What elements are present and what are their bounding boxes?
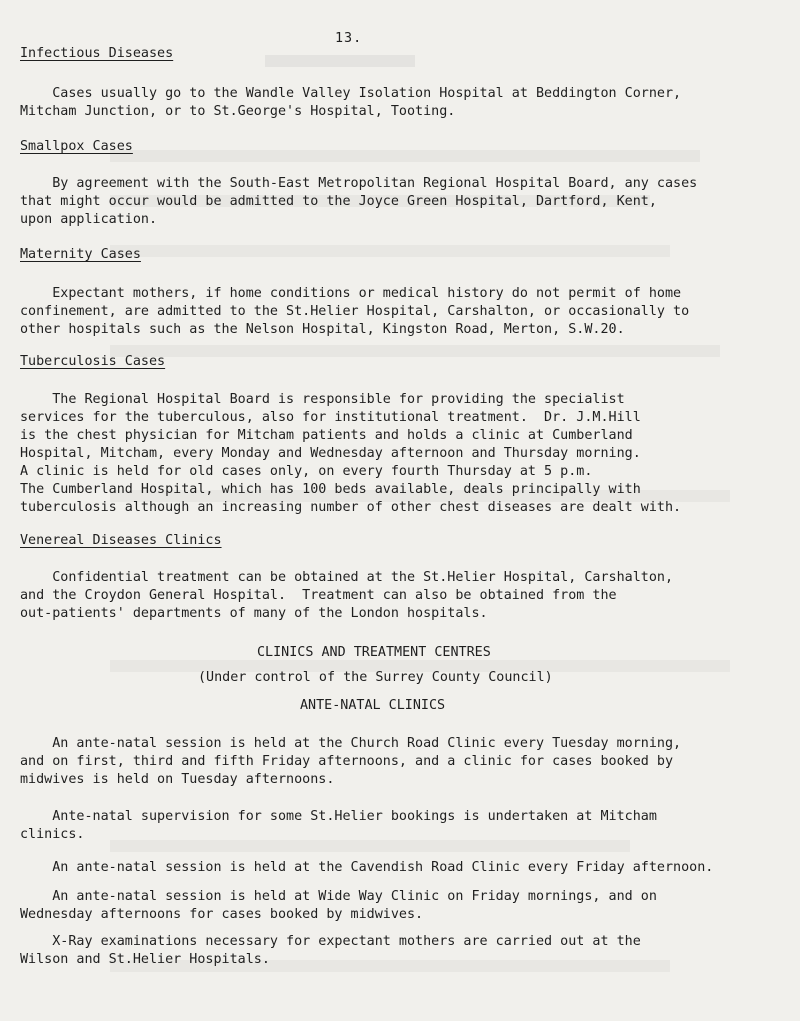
section-body-infectious-diseases [20,85,790,121]
antenatal-para-2 [20,808,790,844]
text-line: and on first, third and fifth Friday afternoons, and a clinic for cases booked by [20,754,674,769]
text-line: An ante-natal session is held at Wide Way Clinic on Friday mornings, and on [20,889,657,904]
text-line: other hospitals such as the Nelson Hospital, Kingston Road, Merton, S.W.20. [20,322,625,337]
section-heading-venereal-diseases-clinics: Venereal Diseases Clinics [20,533,222,548]
section-body-tuberculosis-cases [20,391,790,517]
section-heading-maternity-cases: Maternity Cases [20,247,141,262]
text-line: out-patients' departments of many of the London hospitals. [20,606,488,621]
text-line: Ante-natal supervision for some St.Helier bookings is undertaken at Mitcham [20,809,657,824]
antenatal-para-5 [20,933,790,969]
antenatal-para-3 [20,859,790,877]
text-line: The Cumberland Hospital, which has 100 beds available, deals principally with [20,482,641,497]
text-line: confinement, are admitted to the St.Helier Hospital, Carshalton, or occasionally to [20,304,690,319]
text-line: Expectant mothers, if home conditions or medical history do not permit of home [20,286,682,301]
section-heading-smallpox-cases: Smallpox Cases [20,139,133,154]
text-line: midwives is held on Tuesday afternoons. [20,772,335,787]
section-body-smallpox-cases [20,175,790,229]
text-line: Hospital, Mitcham, every Monday and Wednesday afternoon and Thursday morning. [20,446,641,461]
text-line: Mitcham Junction, or to St.George's Hospital, Tooting. [20,104,456,119]
text-line: Confidential treatment can be obtained at the St.Helier Hospital, Carshalton, [20,570,674,585]
text-line: Cases usually go to the Wandle Valley Isolation Hospital at Beddington Corner, [20,86,682,101]
text-line: X-Ray examinations necessary for expectant mothers are carried out at the [20,934,641,949]
antenatal-title: ANTE-NATAL CLINICS [300,698,446,713]
text-line: A clinic is held for old cases only, on every fourth Thursday at 5 p.m. [20,464,593,479]
centre-subtitle: (Under control of the Surrey County Council) [198,670,553,685]
text-line: By agreement with the South-East Metropolitan Regional Hospital Board, any cases [20,176,698,191]
text-line: is the chest physician for Mitcham patients and holds a clinic at Cumberland [20,428,633,443]
antenatal-para-4 [20,888,790,924]
text-line: An ante-natal session is held at the Church Road Clinic every Tuesday morning, [20,736,682,751]
section-heading-infectious-diseases: Infectious Diseases [20,46,174,61]
antenatal-para-1 [20,735,790,789]
section-body-maternity-cases [20,285,790,339]
text-line: upon application. [20,212,158,227]
text-line: tuberculosis although an increasing number of other chest diseases are dealt with. [20,500,682,515]
page-number: 13. [335,31,363,46]
text-line: Wilson and St.Helier Hospitals. [20,952,270,967]
text-line: Wednesday afternoons for cases booked by midwives. [20,907,424,922]
section-body-venereal-diseases-clinics [20,569,790,623]
centre-title: CLINICS AND TREATMENT CENTRES [257,645,491,660]
text-line: and the Croydon General Hospital. Treatment can also be obtained from the [20,588,617,603]
text-line: An ante-natal session is held at the Cavendish Road Clinic every Friday afternoon. [20,860,714,875]
section-heading-tuberculosis-cases: Tuberculosis Cases [20,354,166,369]
text-line: services for the tuberculous, also for institutional treatment. Dr. J.M.Hill [20,410,641,425]
text-line: The Regional Hospital Board is responsible for providing the specialist [20,392,625,407]
text-line: that might occur would be admitted to the Joyce Green Hospital, Dartford, Kent, [20,194,657,209]
text-line: clinics. [20,827,85,842]
